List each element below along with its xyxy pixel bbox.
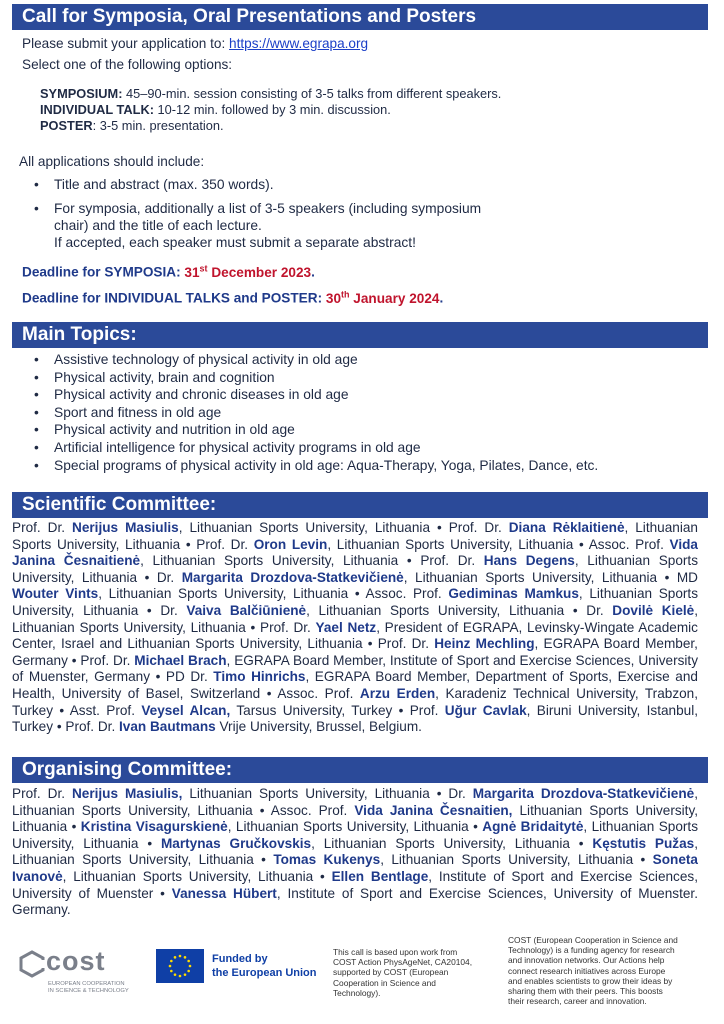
separator-bullet: • [252,802,271,818]
member-name: Yael Netz [315,619,377,635]
separator-bullet: • [138,835,161,851]
options-list [40,86,501,134]
committee-member: Martynas Gručkovskis, Lithuanian Sports University, Lithuania [160,835,570,851]
separator-bullet: • [468,819,483,835]
separator-bullet: • [260,685,278,701]
committee-member: Assoc. Prof. Vida Janina Česnaitienė, Lithuanian Sports University, Lithuania [12,536,698,569]
member-name: Dovilė Kielė [612,602,695,618]
organising-committee-list [12,786,698,919]
egrapa-link[interactable]: https://www.egrapa.org [229,36,369,51]
eu-star [170,960,173,963]
separator-bullet: • [362,636,378,652]
committee-member: MD Wouter Vints, Lithuanian Sports University, Lithuania [12,569,698,602]
applications-list [30,176,530,251]
main-topics-title: Main Topics: [22,324,137,345]
separator-bullet: • [564,602,587,618]
eu-star [174,973,177,976]
member-name: Vida Janina Česnaitien, [354,802,513,818]
committee-member: Vanessa Hübert, Institute of Sport and Exercise Sciences, University of Muenster. Germany. [12,885,698,918]
option-text: 10-12 min. followed by 3 min. discussion. [153,102,391,117]
committee-member: Prof. Dr. Heinz Mechling, EGRAPA Board Member, Germany [12,636,698,668]
list-item-text: If accepted, each speaker must submit a separate abstract! [54,235,416,250]
member-name: Wouter Vints [12,586,99,602]
member-name: Gediminas Mamkus [448,586,579,602]
list-item: • Special programs of physical activity in old age: Aqua-Therapy, Yoga, Pilates, Dance, etc. [30,457,700,475]
option-individual-talk [40,102,501,118]
member-name: Agnė Bridaitytė [482,819,584,835]
committee-member: Dr. Dovilė Kielė, Lithuanian Sports University, Lithuania [12,602,699,635]
separator-bullet: • [53,719,66,735]
member-name: Hans Degens [483,553,575,569]
eu-star [170,970,173,973]
member-name: Vaiva Balčiūnienė [186,602,307,618]
page-title: Call for Symposia, Oral Presentations and Posters [22,6,477,27]
list-item [30,200,514,251]
list-item: • Sport and fitness in old age [30,404,700,422]
main-topics-bar [12,322,708,348]
submit-prefix: Please submit your application to: [22,36,230,51]
member-name: Tomas Kukenys [273,852,381,868]
separator-bullet: • [150,669,166,685]
eu-star [179,955,182,958]
committee-member: Assoc. Prof. Gediminas Mamkus, Lithuanian Sports University, Lithuania [12,586,699,618]
option-text: 45–90-min. session consisting of 3-5 talks from different speakers. [122,86,502,101]
separator-bullet: • [67,819,81,835]
separator-bullet: • [392,702,410,718]
separator-bullet: • [398,553,421,569]
scientific-committee-bar [12,492,708,518]
committee-member: Dr. Vaiva Balčiūnienė, Lithuanian Sports University, Lithuania [160,602,565,618]
member-name: Timo Hinrichs [213,669,306,685]
list-item: • Physical activity and chronic diseases in old age [30,386,700,404]
list-item: • Physical activity and nutrition in old age [30,421,700,439]
list-item: • Physical activity, brain and cognition [30,369,700,387]
committee-member: Prof. Dr. Ivan Bautmans Vrije University, Brussel, Belgium. [65,719,422,735]
list-item [30,176,530,193]
separator-bullet: • [429,786,449,801]
deadline-sep: : [317,290,326,306]
deadline-date: 30th January 2024 [325,289,440,306]
separator-bullet: • [180,536,197,552]
member-name: Margarita Drozdova-Statkevičienė [472,786,695,801]
option-label: POSTER [40,118,93,133]
member-name: Vanessa Hübert [171,885,277,901]
eu-star [169,965,172,968]
eu-star [184,956,187,959]
committee-member: Tomas Kukenys, Lithuanian Sports University, Lithuania [273,852,634,868]
member-name: Heinz Mechling [434,636,535,652]
scientific-committee-list [12,520,698,736]
eu-star [187,970,190,973]
committee-member: Prof. Uğur Cavlak, Biruni University, Istanbul, Turkey [12,702,699,735]
eu-star [184,973,187,976]
eu-flag-icon [156,949,204,983]
footer [0,930,724,1024]
committee-member: PD Dr. Timo Hinrichs, EGRAPA Board Member, Department of Sports, Exercise and Health, University of Basel, Switzerland [12,669,698,701]
committee-member: Prof. Dr. Nerijus Masiulis, Lithuanian Sports University, Lithuania [12,520,431,535]
committee-member: Kęstutis Pužas, Lithuanian Sports University, Lithuania [12,835,698,868]
deadline-talks-poster [22,289,443,306]
member-name: Kęstutis Pužas [592,835,695,851]
committee-member: Prof. Dr. Oron Levin, Lithuanian Sports University, Lithuania [196,536,574,552]
option-label: INDIVIDUAL TALK: [40,102,154,117]
list-item-text: For symposia, additionally a list of 3-5 speakers (including symposium chair) and the title of each lecture. [54,201,482,233]
member-name: Diana Rėklaitienė [508,520,625,535]
option-symposium [40,86,501,102]
list-item: • Artificial intelligence for physical activity programs in old age [30,439,700,457]
committee-member: Assoc. Prof. Arzu Erden, Karadeniz Technical University, Trabzon, Turkey [12,685,699,718]
option-text: : 3-5 min. presentation. [92,118,224,133]
committee-member: Agnė Bridaitytė, Lithuanian Sports University, Lithuania [12,819,698,851]
eu-star [179,975,182,978]
separator-bullet: • [348,586,366,602]
member-name: Margarita Drozdova-Statkevičienė [181,569,404,585]
member-name: Soneta Ivanovė [12,852,698,884]
separator-bullet: • [53,702,70,718]
committee-member: Ellen Bentlage, Institute of Sport and Exercise Sciences, University of Muenster [12,868,698,901]
member-name: Nerijus Masiulis [72,520,179,535]
separator-bullet: • [253,852,274,868]
committee-member: Prof. Dr. Michael Brach, EGRAPA Board Member, Institute of Sport and Exercise Sciences, University of Muenster, Germany [12,652,698,685]
page-title-bar [12,4,708,30]
cost-tagline: EUROPEAN COOPERATION IN SCIENCE & TECHNOLOGY [48,981,129,994]
committee-member: Kristina Visagurskienė, Lithuanian Sports University, Lithuania [80,819,469,835]
applications-heading: All applications should include: [19,154,205,169]
list-item-text: Title and abstract (max. 350 words). [54,177,274,192]
committee-member: Prof. Dr. Diana Rėklaitienė, Lithuanian Sports University, Lithuania [12,520,698,552]
cost-logo [18,948,128,998]
separator-bullet: • [138,602,161,618]
member-name: Arzu Erden [359,685,436,701]
member-name: Kristina Visagurskienė [80,819,228,835]
cost-logo-text: cost [46,946,106,976]
member-name: Oron Levin [253,536,328,552]
deadline-symposia [22,263,315,280]
deadline-end: . [311,264,315,280]
committee-member: Assoc. Prof. Vida Janina Česnaitien, Lithuanian Sports University, Lithuania [12,802,699,835]
organising-committee-title: Organising Committee: [22,759,233,780]
committee-member: Asst. Prof. Veysel Alcan, Tarsus University, Turkey [69,702,393,718]
separator-bullet: • [313,868,332,884]
deadline-sep: : [176,264,185,280]
deadline-label: Deadline for INDIVIDUAL TALKS and POSTER [22,290,318,306]
member-name: Uğur Cavlak [444,702,527,718]
deadline-end: . [439,290,444,306]
committee-member: Prof. Dr. Hans Degens, Lithuanian Sports University, Lithuania [12,553,698,585]
scientific-committee-title: Scientific Committee: [22,494,217,515]
organising-committee-bar [12,757,708,783]
eu-funded-text: Funded by the European Union [212,953,317,979]
deadline-date: 31st December 2023 [184,263,312,280]
cost-description: COST (European Cooperation in Science and Technology) is a funding agency for research and innovation networks. Our Actions help connect research initiatives across Europe and enables scientists to grow their ideas by sharing them with their peers. This boosts their research, career and innovation. [508,935,678,1007]
separator-bullet: • [573,536,589,552]
deadline-label: Deadline for SYMPOSIA [22,264,177,280]
select-instruction: Select one of the following options: [22,57,233,72]
separator-bullet: • [153,885,172,901]
separator-bullet: • [245,619,261,635]
committee-member: Dr. Margarita Drozdova-Statkevičienė, Lithuanian Sports University, Lithuania [156,569,658,585]
option-poster [40,118,501,134]
option-label: SYMPOSIUM: [40,86,123,101]
separator-bullet: • [569,835,593,851]
committee-member: Prof. Dr. Nerijus Masiulis, Lithuanian Sports University, Lithuania [12,786,430,801]
eu-star [187,960,190,963]
member-name: Veysel Alcan, [141,702,231,718]
cost-hexagon-icon [18,950,46,978]
member-name: Martynas Gručkovskis [160,835,312,851]
committee-member: Soneta Ivanovė, Lithuanian Sports University, Lithuania [12,852,698,884]
eu-star [189,965,192,968]
member-name: Ellen Bentlage [331,868,429,884]
committee-member: Prof. Dr. Yael Netz, President of EGRAPA, Levinsky-Wingate Academic Center, Israel and Lithuanian Sports University, Lithuania [12,619,698,652]
member-name: Nerijus Masiulis, [71,786,183,801]
separator-bullet: • [657,569,677,585]
submit-instruction [22,36,368,51]
main-topics-list [30,351,700,474]
eu-star [174,956,177,959]
committee-member: Dr. Margarita Drozdova-Statkevičienė, Lithuanian Sports University, Lithuania [12,786,698,818]
member-name: Michael Brach [134,652,227,668]
separator-bullet: • [633,852,653,868]
member-name: Ivan Bautmans [119,719,216,735]
list-item: • Assistive technology of physical activity in old age [30,351,700,369]
footer-note: This call is based upon work from COST Action PhysAgeNet, CA20104, supported by COST (European Cooperation in Science and Technology). [333,947,473,998]
member-name: Vida Janina Česnaitienė [12,536,698,569]
separator-bullet: • [430,520,449,535]
separator-bullet: • [67,652,81,668]
separator-bullet: • [137,569,157,585]
